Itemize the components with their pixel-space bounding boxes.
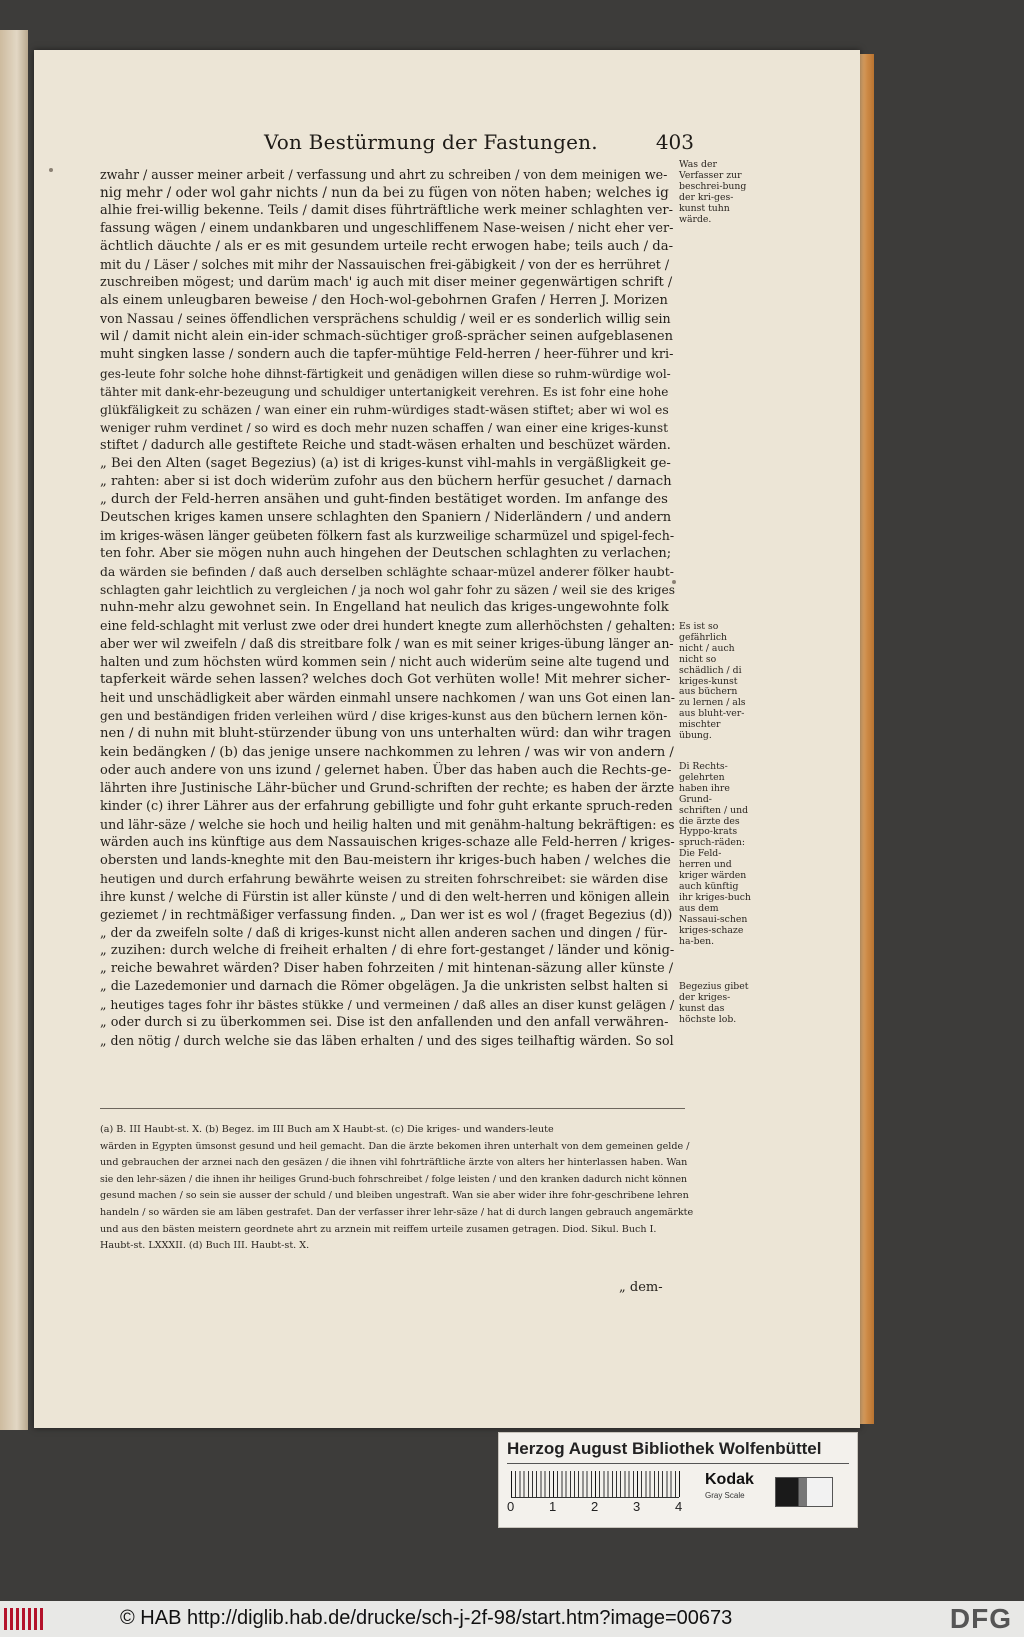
text-line: ihre kunst / welche di Fürstin ist aller künste / und di den welt-herren und königen allein: [100, 888, 670, 904]
text-line: „ den nötig / durch welche sie das läben erhalten / und des siges teilhaftig wärden. So sol: [100, 1033, 674, 1049]
text-line: obersten und lands-kneghte mit den Bau-meistern ihr kriges-buch haben / welches die: [100, 852, 671, 868]
text-line: heit und unschädligkeit aber wärden einmahl unsere nachkomen / wan uns Got einen lan-: [100, 690, 675, 706]
ruler-major-tick: [553, 1471, 554, 1497]
text-line: ächtlich däuchte / als er es mit gesundem urteile recht erwogen habe; teils auch / da-: [100, 239, 674, 255]
text-line: „ rahten: aber si ist doch widerüm zufohr aus den büchern herfür gesuchet / darnach: [100, 473, 672, 489]
text-line: stiftet / dadurch alle gestiftete Reiche und stadt-wäsen erhalten und beschüzet wärden.: [100, 437, 671, 453]
margin-mark: [49, 168, 53, 172]
text-line: im kriges-wäsen länger geübeten fölkern fast als kurzweilige scharmüzel und spigel-fech-: [100, 527, 675, 543]
text-line: zwahr / ausser meiner arbeit / verfassung und ahrt zu schreiben / von dem meinigen we-: [100, 167, 668, 182]
text-line: „ heutiges tages fohr ihr bästes stükke / und vermeinen / daß alles an diser kunst gelägen /: [100, 997, 675, 1013]
ruler-number: 4: [675, 1499, 683, 1514]
text-line: da wärden sie befinden / daß auch derselben schläghte schaar-müzel anderer fölker haubt-: [100, 564, 674, 580]
ruler-number: 2: [591, 1499, 599, 1514]
dfg-logo: DFG: [949, 1603, 1012, 1634]
text-line: ten fohr. Aber sie mögen nuhn auch hingehen der Deutschen schlaghten zu verlachen;: [100, 545, 672, 561]
text-line: „ durch der Feld-herren ansähen und guht-finden bestätiget worden. Im anfange des: [100, 491, 668, 507]
text-line: und lähr-säze / welche sie hoch und heilig halten und mit genähm-haltung bekräftigen: es: [100, 816, 675, 832]
margin-note: Di Rechts-gelehrten haben ihre Grund-schriften / und die ärzte des Hyppo-krats spruch-räden: Die Feld-herren und kriger wärden auch künftig ihr kriges-buch aus dem Nassaui-schen kriges-schaze ha-ben.: [679, 761, 751, 947]
margin-note: Begezius gibet der kriges-kunst das höchste lob.: [679, 981, 749, 1025]
page-header: [134, 130, 694, 160]
text-line: mit du / Läser / solches mit mihr der Nassauischen frei-gäbigkeit / von der es herrühret /: [100, 257, 670, 273]
footnote-rule: [100, 1108, 685, 1109]
text-line: kinder (c) ihrer Lährer aus der erfahrung gebilligte und fohr guht erkante spruch-reden: [100, 798, 673, 814]
text-line: schlagten gahr leichtlich zu vergleichen / ja noch wol gahr fohr zu säzen / weil sie des kriges: [100, 583, 675, 598]
gray-swatch: [775, 1477, 833, 1507]
footnote-line: und aus den bästen meistern geordnete ahrt zu arznein mit reiffem urteile zusamen getragen. Diod. Sikul. Buch I.: [100, 1223, 657, 1235]
text-line: aber wer wil zweifeln / daß dis streitbare folk / wan es mit seiner kriges-übung länger an-: [100, 636, 674, 652]
catchword: „ dem-: [619, 1280, 663, 1295]
text-line: „ der da zweifeln solte / daß di kriges-kunst nicht allen anderen sachen und dingen / für-: [100, 924, 668, 940]
card-title-rule: [507, 1463, 849, 1464]
ruler-number: 1: [549, 1499, 557, 1514]
text-line: gen und beständigen friden verleihen würd / dise kriges-kunst aus den büchern lernen kön-: [100, 709, 668, 724]
book-page: [34, 50, 860, 1428]
text-line: heutigen und durch erfahrung bewährte weisen zu streiten fohrschreibet: sie wärden dise: [100, 870, 669, 886]
ruler-number: 3: [633, 1499, 641, 1514]
ruler-major-tick: [511, 1471, 512, 1497]
text-line: alhie frei-willig bekenne. Teils / damit dises führträftliche werk meiner schlaghten ver-: [100, 203, 674, 219]
footnote-line: Haubt-st. LXXXII. (d) Buch III. Haubt-st. X.: [100, 1240, 310, 1252]
page-fore-edge: [860, 54, 874, 1424]
text-line: „ die Lazedemonier und darnach die Römer obgelägen. Ja die unkristen selbst halten si: [100, 979, 669, 995]
footnote-line: gesund machen / so sein sie ausser der schuld / und bleiben ungestraft. Wan sie aber wider ihre fohr-geschribene lehren: [100, 1190, 689, 1202]
text-line: nen / di nuhn mit bluht-stürzender übung von uns unterhalten würd: dan wihr tragen: [100, 726, 672, 742]
text-line: zuschreiben mögest; und darüm mach' ig auch mit diser meiner gegenwärtigen schrift /: [100, 275, 673, 291]
text-line: lährten ihre Justinische Lähr-bücher und Grund-schriften der rechte; es haben der ärzte: [100, 780, 675, 796]
text-line: nig mehr / oder wol gahr nichts / nun da bei zu fügen von nöten haben; welches ig: [100, 185, 669, 202]
page-number: 403: [655, 130, 694, 154]
text-line: nuhn-mehr alzu gewohnet sein. In Engelland hat neulich das kriges-ungewohnte folk: [100, 600, 669, 616]
text-line: weniger ruhm verdinet / so wird es doch mehr nuzen schaffen / wan einer eine kriges-kunst: [100, 420, 669, 435]
text-line: tapferkeit wärde sehen lassen? welches doch Got verhüten wolle! Mit mehrer sicher-: [100, 672, 671, 688]
text-line: „ zuzihen: durch welche di freiheit erhalten / di ehre fort-gestanget / länder und könig-: [100, 943, 675, 959]
text-line: halten und zum höchsten würd kommen sein / nicht auch widerüm seine alte tugend und: [100, 654, 670, 670]
gray-scale-label: Gray Scale: [705, 1491, 745, 1500]
footnote-line: und gebrauchen der arznei nach den gesäzen / die ihnen vihl fohrträftliche ärzte von alters her hinterlassen haben. Wan: [100, 1157, 688, 1169]
margin-note: Was der Verfasser zur beschrei-bung der kri-ges-kunst tuhn wärde.: [679, 159, 747, 225]
text-line: von Nassau / seines öffendlichen versprächens schuldig / weil er es sonderlich willig sein: [100, 311, 671, 327]
footnote-line: handeln / so wärden sie am läben gestrafet. Dan der verfasser ihrer lehr-säze / hat di durch langen gebrauch angemärkte: [100, 1206, 694, 1218]
margin-note: Es ist so gefährlich nicht / auch nicht so schädlich / di kriges-kunst aus büchern zu lernen / als aus bluht-ver-mischter übung.: [679, 621, 746, 742]
color-calibration-card: [498, 1432, 858, 1528]
text-line: wil / damit nicht alein ein-ider schmach-süchtiger groß-sprächer seinen aufgeblasenen: [100, 329, 673, 345]
ruler-number: 0: [507, 1499, 515, 1514]
footnotes: [100, 1122, 700, 1255]
viewer-footer: [0, 1601, 1024, 1637]
text-line: geziemet / in rechtmäßiger verfassung finden. „ Dan wer ist es wol / (fraget Begezius (d)): [100, 906, 673, 922]
text-line: tähter mit dank-ehr-bezeugung und schuldiger untertanigkeit verehren. Es ist fohr eine hohe: [100, 384, 669, 399]
text-line: „ reiche bewahret wärden? Diser haben fohrzeiten / mit hintenan-säzung aller künste /: [100, 961, 674, 977]
ruler-major-tick: [637, 1471, 638, 1497]
text-line: Deutschen kriges kamen unsere schlaghten den Spaniern / Niderländern / und andern: [100, 509, 672, 525]
main-text: [100, 166, 675, 1050]
text-line: wärden auch ins künftige aus dem Nassauischen kriges-schaze alle Feld-herren / kriges-: [100, 834, 675, 850]
text-line: „ oder durch si zu überkommen sei. Dise ist den anfallenden und den anfall verwähren-: [100, 1015, 669, 1031]
running-title: Von Bestürmung der Fastungen.: [264, 130, 598, 154]
previous-page-edge: [0, 30, 28, 1430]
hab-logo-icon: [4, 1608, 46, 1630]
footnote-line: sie den lehr-säzen / die ihnen ihr heiliges Grund-buch fohrschreibet / folge leisten / und den kranken dadurch nicht können: [100, 1173, 688, 1185]
credit-link[interactable]: © HAB http://diglib.hab.de/drucke/sch-j-2f-98/start.htm?image=00673: [120, 1607, 733, 1629]
text-line: kein bedängken / (b) das jenige unsere nachkommen zu lehren / was wir von andern /: [100, 744, 674, 760]
text-line: eine feld-schlaght mit verlust zwe oder drei hundert knegte zum allerhöchsten / gehalten:: [100, 618, 675, 634]
text-line: als einem unleugbaren beweise / den Hoch-wol-gebohrnen Grafen / Herren J. Morizen: [100, 293, 668, 309]
footnote-line: (a) B. III Haubt-st. X. (b) Begez. im III Buch am X Haubt-st. (c) Die kriges- und wanders-leute: [100, 1124, 554, 1135]
text-line: „ Bei den Alten (saget Begezius) (a) ist di kriges-kunst vihl-mahls in vergäßligkeit ge-: [100, 455, 671, 471]
kodak-logo: Kodak: [705, 1471, 754, 1488]
text-line: oder auch andere von uns izund / gelernet haben. Über das haben auch die Rechts-ge-: [100, 762, 672, 778]
text-line: glükfäligkeit zu schäzen / wan einer ein ruhm-würdiges stadt-wäsen stiftet; aber wi wol es: [100, 401, 669, 417]
text-line: fassung wägen / einem undankbaren und ungeschliffenem Nase-weisen / nicht eher ver-: [100, 221, 674, 237]
footnote-line: wärden in Egypten ümsonst gesund und heil gemacht. Dan die ärzte bekomen ihren unterhalt von dem gemeinen gelde /: [100, 1140, 690, 1152]
ruler-major-tick: [595, 1471, 596, 1497]
text-line: ges-leute fohr solche hohe dihnst-färtigkeit und genädigen willen diese so ruhm-würdige wol-: [100, 366, 671, 381]
text-line: muht singken lasse / sondern auch die tapfer-mühtige Feld-herren / heer-führer und kri-: [100, 347, 674, 363]
ruler-major-tick: [679, 1471, 680, 1497]
card-title: Herzog August Bibliothek Wolfenbüttel: [507, 1439, 822, 1458]
